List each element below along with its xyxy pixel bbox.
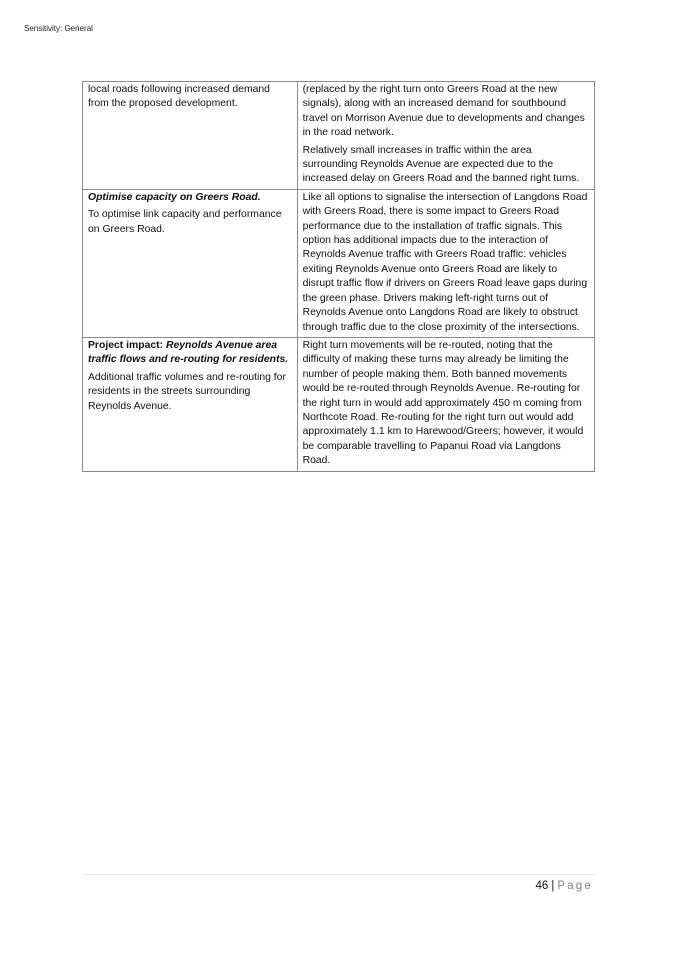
footer-divider xyxy=(82,874,595,875)
cell-text: Additional traffic volumes and re-routing for residents in the streets surrounding Reynolds Avenue. xyxy=(88,371,286,412)
table-cell-right xyxy=(297,337,594,471)
table-row xyxy=(83,337,595,471)
row-title xyxy=(88,339,292,368)
table-cell-left xyxy=(83,189,298,337)
table-cell-right xyxy=(297,82,594,190)
cell-text: To optimise link capacity and performance on Greers Road. xyxy=(88,209,282,235)
row-title: Optimise capacity on Greers Road. xyxy=(88,191,261,203)
cell-paragraph: (replaced by the right turn onto Greers Road at the new signals), along with an increased demand for southbound travel on Morrison Avenue due to developments and changes in the road network. xyxy=(302,84,585,139)
page-word: Page xyxy=(557,880,593,892)
page-number-value: 46 xyxy=(535,880,549,892)
row-title-prefix: Project impact: xyxy=(88,339,166,351)
cell-paragraph: Like all options to signalise the intersection of Langdons Road with Greers Road, there is some impact to Greers Road performance due to the installation of traffic signals. This option has additional impacts due to the interaction of Reynolds Avenue traffic with Greers Road traffic: vehicles exiting Reynolds Avenue onto Greers Road are likely to disrupt traffic flow if drivers on Greers Road leave gaps during the green phase. Drivers making left-right turns out of Reynolds Avenue onto Langdons Road are likely to obstruct through traffic due to the close proximity of the intersections. xyxy=(302,191,588,333)
table-row xyxy=(83,189,595,337)
cell-paragraph: Right turn movements will be re-routed, noting that the difficulty of making these turns may already be limiting the number of people making them. Both banned movements would be re-routed through Reynolds Avenue. Re-routing for the right turn in would add approximately 450 m coming from Northcote Road. Re-routing for the right turn out would add approximately 1.1 km to Harewood/Greers; however, it would be comparable travelling to Papanui Road via Langdons Road. xyxy=(302,339,584,467)
table-cell-left xyxy=(83,82,298,190)
impact-table xyxy=(82,81,595,472)
page-number-separator: | xyxy=(551,880,555,892)
page-number xyxy=(536,880,593,892)
table-row xyxy=(83,82,595,190)
table-cell-right xyxy=(297,189,594,337)
table-cell-left xyxy=(83,337,298,471)
cell-text: local roads following increased demand from the proposed development. xyxy=(88,84,270,110)
cell-paragraph: Relatively small increases in traffic within the area surrounding Reynolds Avenue are expected due to the increased delay on Greers Road and the banned right turns. xyxy=(302,144,580,185)
row-title-emphasis: Reynolds Avenue area traffic flows and re-routing for residents. xyxy=(88,339,289,366)
sensitivity-label: Sensitivity: General xyxy=(24,24,93,33)
